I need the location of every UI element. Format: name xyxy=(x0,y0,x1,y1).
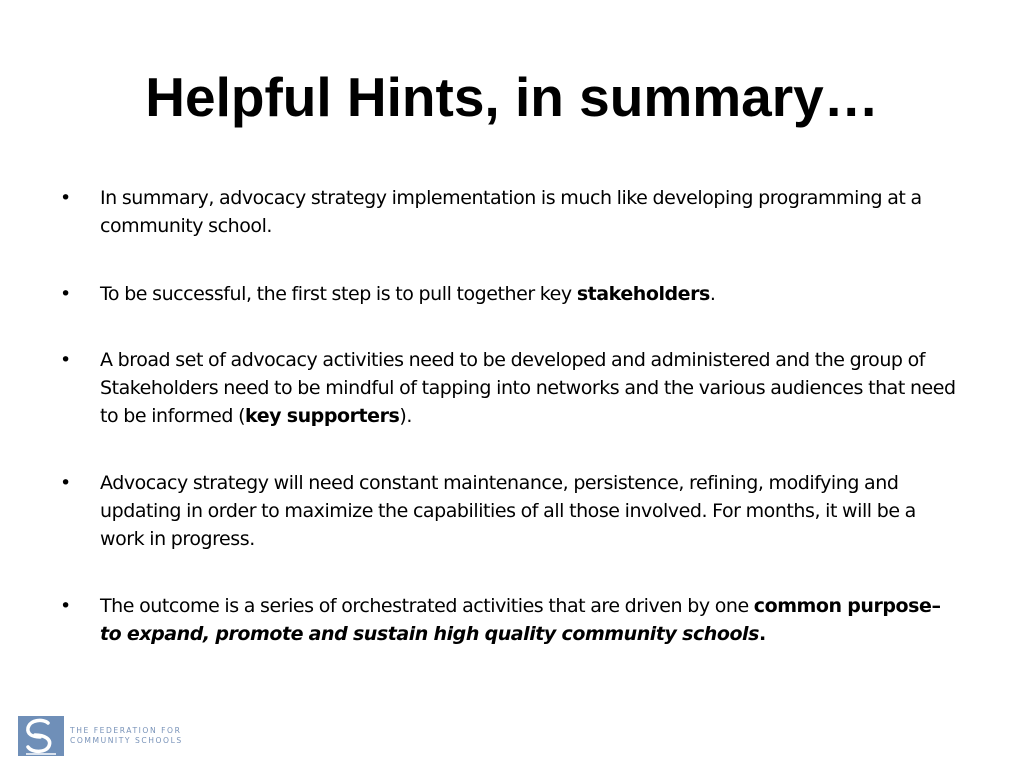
bullet-marker: • xyxy=(60,187,72,209)
cs-logo-svg xyxy=(18,716,64,756)
bullet-text xyxy=(100,346,965,430)
bullet-text xyxy=(100,592,965,648)
bullet-text-plain: In summary, advocacy strategy implementation is much like developing programming at a community school. xyxy=(100,187,922,237)
bullet-marker: • xyxy=(60,472,72,494)
federation-logo xyxy=(18,716,228,758)
bullet-text-bold: stakeholders xyxy=(576,283,710,305)
bullet-marker: • xyxy=(60,595,72,617)
bullet-text-plain: . xyxy=(709,283,716,305)
bullet-text-plain: ). xyxy=(399,405,412,427)
bullet-marker: • xyxy=(60,283,72,305)
bullet-text-plain: The outcome is a series of orchestrated activities that are driven by one xyxy=(100,595,754,617)
bullet-text-bold: common purpose– xyxy=(753,595,941,617)
bullet-marker: • xyxy=(60,349,72,371)
bullet-text xyxy=(100,280,965,308)
bullet-text-plain: To be successful, the first step is to pull together key xyxy=(100,283,577,305)
slide-title: Helpful Hints, in summary… xyxy=(145,66,879,128)
bullet-text-bold: key supporters xyxy=(245,405,400,427)
bullet-text-bold-italic: to expand, promote and sustain high quality community schools xyxy=(100,623,759,645)
bullet-text-plain: Advocacy strategy will need constant maintenance, persistence, refining, modifying and updating in order to maximize the capabilities of all those involved. For months, it will be a work in progress. xyxy=(100,472,916,550)
bullet-text-bold: . xyxy=(758,623,766,645)
bullet-text xyxy=(100,184,965,240)
logo-text-line-1: THE FEDERATION FOR xyxy=(70,726,182,735)
logo-text-line-2: COMMUNITY SCHOOLS xyxy=(70,736,183,745)
bullet-text xyxy=(100,469,965,553)
bullet-text-plain: A broad set of advocacy activities need to be developed and administered and the group of Stakeholders need to be mindful of tapping into networks and the various audiences that need to be informed ( xyxy=(100,349,956,427)
cs-logo-icon xyxy=(18,716,64,756)
